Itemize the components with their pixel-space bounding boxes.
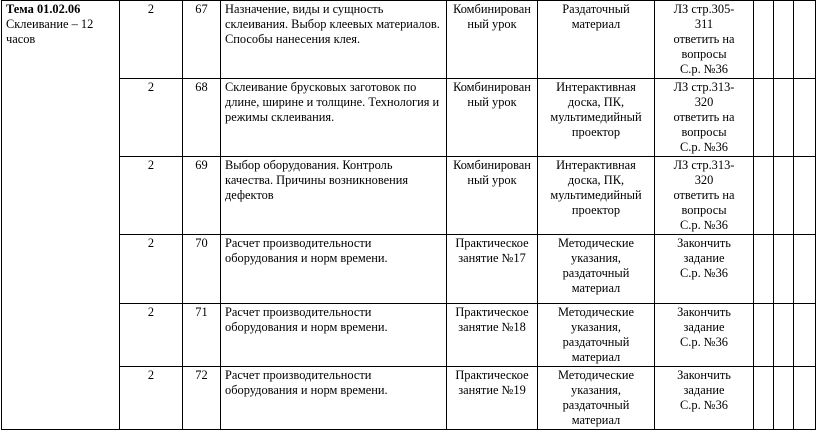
cell-line: материал — [571, 413, 621, 427]
cell-line: указания, — [571, 320, 621, 334]
topic-cell — [2, 1, 120, 430]
empty-cell — [754, 79, 774, 157]
empty-cell — [774, 304, 794, 367]
empty-cell — [774, 79, 794, 157]
cell-line: задание — [683, 383, 725, 397]
cell-line: 320 — [694, 95, 714, 109]
hours-cell: 2 — [120, 79, 183, 157]
cell-line: С.р. №36 — [680, 62, 728, 76]
hours-cell: 2 — [120, 157, 183, 235]
table-row — [2, 235, 816, 304]
cell-line: Интерактивная — [556, 80, 636, 94]
lesson-type-cell — [447, 304, 538, 367]
cell-line: занятие №18 — [458, 320, 526, 334]
lesson-type-cell — [447, 1, 538, 79]
table-row — [2, 79, 816, 157]
cell-line: задание — [683, 320, 725, 334]
cell-line: раздаточный — [562, 398, 630, 412]
cell-line: ответить на — [673, 110, 735, 124]
homework-cell — [655, 235, 754, 304]
empty-cell — [754, 304, 774, 367]
empty-cell — [794, 157, 816, 235]
empty-cell — [774, 157, 794, 235]
empty-cell — [794, 1, 816, 79]
empty-cell — [754, 157, 774, 235]
cell-line: указания, — [571, 383, 621, 397]
cell-line: доска, ПК, — [567, 173, 625, 187]
lesson-theme-cell: Расчет производительности оборудования и норм времени. — [221, 367, 447, 430]
cell-line: мультимедийный — [550, 188, 642, 202]
hours-cell: 2 — [120, 367, 183, 430]
hours-cell: 2 — [120, 304, 183, 367]
cell-line: 320 — [694, 173, 714, 187]
topic-title: Тема 01.02.06 — [6, 2, 81, 16]
empty-cell — [774, 367, 794, 430]
cell-line: С.р. №36 — [680, 266, 728, 280]
cell-line: ЛЗ стр.313- — [673, 158, 735, 172]
table-row — [2, 1, 816, 79]
cell-line: Практическое — [455, 236, 529, 250]
cell-line: доска, ПК, — [567, 95, 625, 109]
cell-line: вопросы — [681, 125, 727, 139]
lesson-number-cell: 68 — [183, 79, 221, 157]
teaching-means-cell — [538, 79, 655, 157]
cell-line: Комбинирован — [453, 2, 531, 16]
lesson-type-cell — [447, 367, 538, 430]
lesson-theme-cell: Расчет производительности оборудования и норм времени. — [221, 235, 447, 304]
cell-line: задание — [683, 251, 725, 265]
homework-cell — [655, 79, 754, 157]
empty-cell — [754, 1, 774, 79]
topic-subtitle: Склеивание – 12 часов — [6, 17, 94, 46]
cell-line: материал — [571, 17, 621, 31]
cell-line: ЛЗ стр.305- — [673, 2, 735, 16]
lesson-number-cell: 71 — [183, 304, 221, 367]
hours-cell: 2 — [120, 1, 183, 79]
cell-line: раздаточный — [562, 335, 630, 349]
teaching-means-cell — [538, 235, 655, 304]
homework-cell — [655, 304, 754, 367]
cell-line: Закончить — [677, 305, 731, 319]
cell-line: С.р. №36 — [680, 140, 728, 154]
lesson-theme-cell: Расчет производительности оборудования и норм времени. — [221, 304, 447, 367]
cell-line: вопросы — [681, 47, 727, 61]
teaching-means-cell — [538, 1, 655, 79]
lesson-number-cell: 70 — [183, 235, 221, 304]
table-row — [2, 157, 816, 235]
cell-line: 311 — [694, 17, 714, 31]
homework-cell — [655, 157, 754, 235]
teaching-means-cell — [538, 157, 655, 235]
homework-cell — [655, 1, 754, 79]
cell-line: раздаточный — [562, 266, 630, 280]
cell-line: Методические — [557, 236, 635, 250]
lesson-number-cell: 69 — [183, 157, 221, 235]
cell-line: С.р. №36 — [680, 335, 728, 349]
lesson-plan-table — [1, 0, 816, 430]
cell-line: материал — [571, 350, 621, 364]
empty-cell — [794, 367, 816, 430]
cell-line: Методические — [557, 305, 635, 319]
cell-line: ЛЗ стр.313- — [673, 80, 735, 94]
cell-line: Комбинирован — [453, 158, 531, 172]
cell-line: С.р. №36 — [680, 218, 728, 232]
empty-cell — [794, 79, 816, 157]
cell-line: ответить на — [673, 32, 735, 46]
table-row — [2, 367, 816, 430]
lesson-number-cell: 67 — [183, 1, 221, 79]
cell-line: Закончить — [677, 236, 731, 250]
empty-cell — [794, 235, 816, 304]
cell-line: С.р. №36 — [680, 398, 728, 412]
homework-cell — [655, 367, 754, 430]
empty-cell — [774, 1, 794, 79]
cell-line: Интерактивная — [556, 158, 636, 172]
table-row — [2, 304, 816, 367]
cell-line: мультимедийный — [550, 110, 642, 124]
cell-line: ный урок — [467, 173, 517, 187]
cell-line: проектор — [571, 125, 621, 139]
lesson-number-cell: 72 — [183, 367, 221, 430]
cell-line: вопросы — [681, 203, 727, 217]
cell-line: Практическое — [455, 368, 529, 382]
cell-line: занятие №19 — [458, 383, 526, 397]
empty-cell — [774, 235, 794, 304]
cell-line: ответить на — [673, 188, 735, 202]
lesson-type-cell — [447, 79, 538, 157]
empty-cell — [794, 304, 816, 367]
teaching-means-cell — [538, 367, 655, 430]
cell-line: указания, — [571, 251, 621, 265]
cell-line: ный урок — [467, 17, 517, 31]
lesson-type-cell — [447, 157, 538, 235]
cell-line: Практическое — [455, 305, 529, 319]
cell-line: Закончить — [677, 368, 731, 382]
lesson-theme-cell: Склеивание брусковых заготовок по длине, ширине и толщине. Технология и режимы склеивания. — [221, 79, 447, 157]
empty-cell — [754, 235, 774, 304]
lesson-theme-cell: Назначение, виды и сущность склеивания. Выбор клеевых материалов. Способы нанесения клея. — [221, 1, 447, 79]
cell-line: Раздаточный — [562, 2, 630, 16]
empty-cell — [754, 367, 774, 430]
hours-cell: 2 — [120, 235, 183, 304]
lesson-theme-cell: Выбор оборудования. Контроль качества. Причины возникновения дефектов — [221, 157, 447, 235]
cell-line: Методические — [557, 368, 635, 382]
cell-line: проектор — [571, 203, 621, 217]
teaching-means-cell — [538, 304, 655, 367]
cell-line: ный урок — [467, 95, 517, 109]
cell-line: Комбинирован — [453, 80, 531, 94]
lesson-type-cell — [447, 235, 538, 304]
cell-line: материал — [571, 281, 621, 295]
cell-line: занятие №17 — [458, 251, 526, 265]
